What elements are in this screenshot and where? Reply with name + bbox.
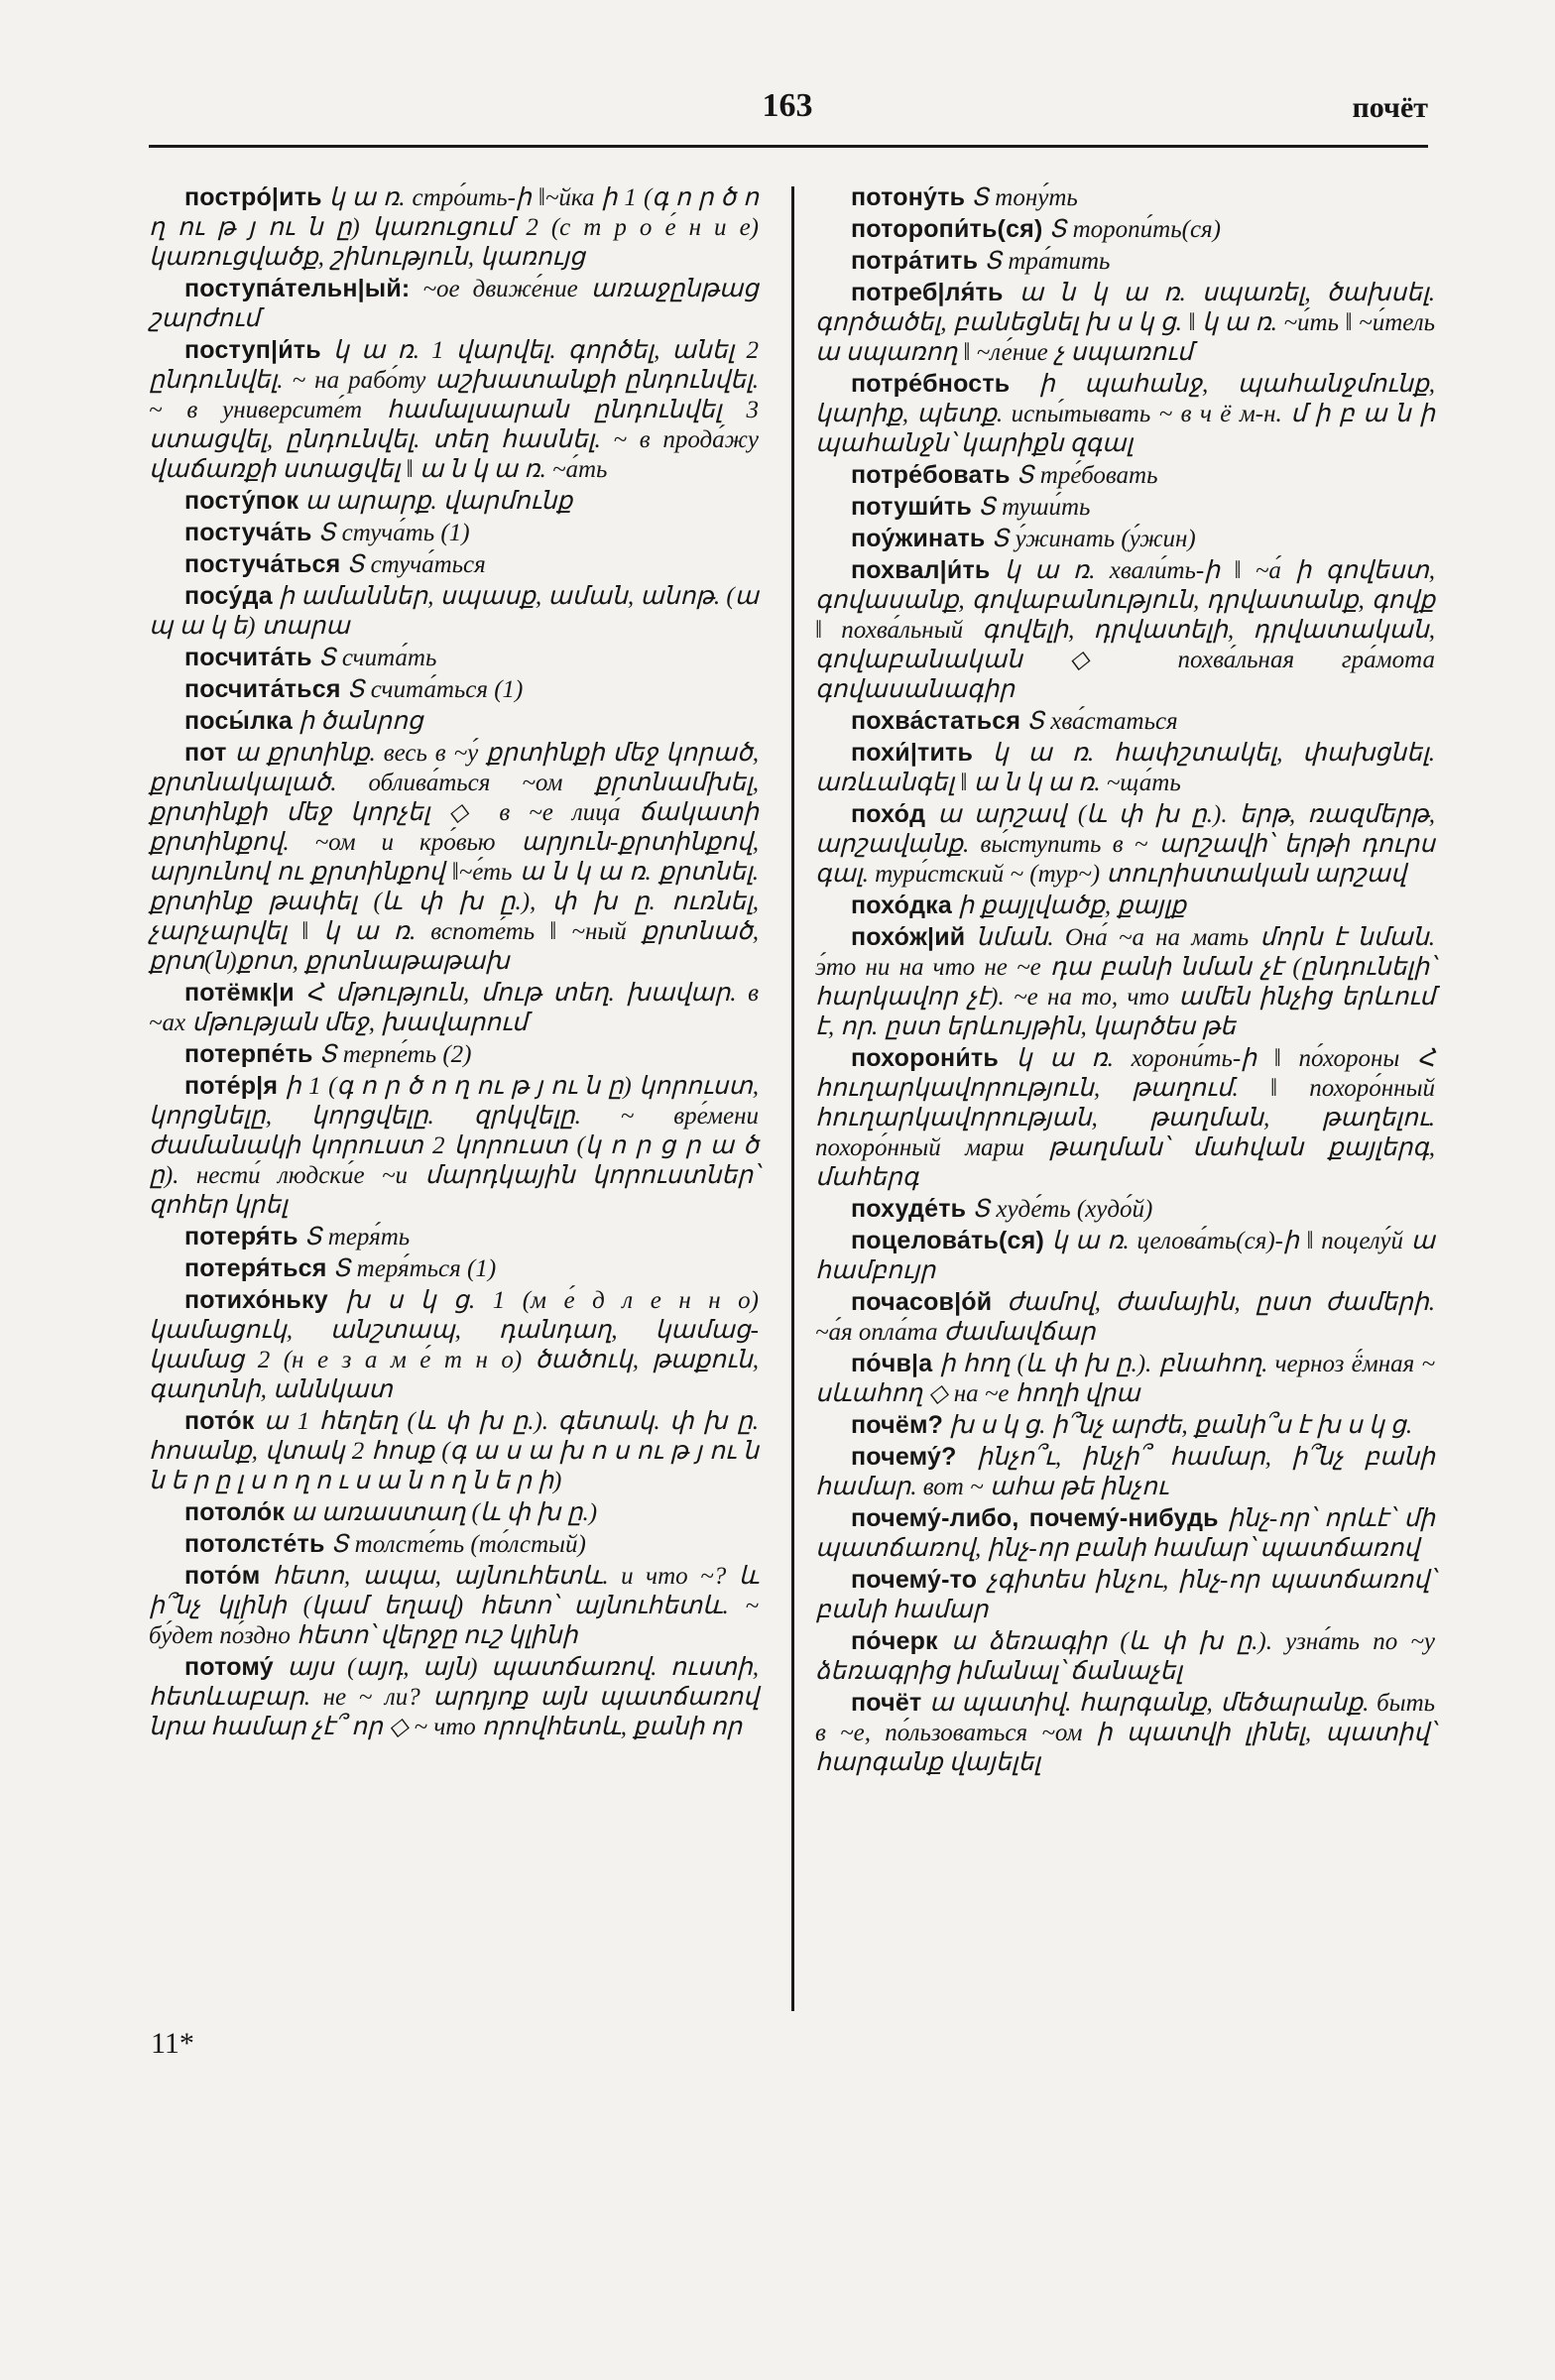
entry-headword: почасов|о́й xyxy=(851,1288,993,1316)
dictionary-entry xyxy=(149,1561,759,1651)
entry-translation: ժամով, ժամային, ըստ ժամերի. ~а́я опла́та ժամավճար xyxy=(815,1289,1435,1346)
entry-translation: Տ худе́ть (худо́й) xyxy=(972,1196,1153,1223)
dictionary-entry xyxy=(149,674,759,705)
dictionary-entry xyxy=(815,1626,1435,1687)
entry-headword: почему́? xyxy=(851,1443,957,1471)
entry-headword: похо́ж|ий xyxy=(851,923,966,951)
entry-headword: почём? xyxy=(851,1411,944,1439)
entry-headword: постро́|ить xyxy=(184,183,322,211)
dictionary-entry xyxy=(815,1410,1435,1441)
entry-headword: пот xyxy=(184,739,227,767)
entry-headword: потёмк|и xyxy=(184,979,295,1007)
dictionary-entry xyxy=(815,369,1435,459)
entry-headword: постуча́ть xyxy=(184,519,312,546)
dictionary-entry xyxy=(815,214,1435,245)
dictionary-entry xyxy=(815,1287,1435,1348)
entry-translation: ի ամաններ, սպասք, աման, անոթ. (ա պ ա կ ե) տարա xyxy=(149,583,760,640)
dictionary-entry xyxy=(815,1688,1435,1778)
dictionary-entry xyxy=(149,549,759,580)
header-rule xyxy=(149,145,1428,148)
dictionary-entry xyxy=(149,1039,759,1070)
entry-headword: почему́-либо, почему́-нибудь xyxy=(851,1504,1219,1532)
entry-headword: почёт xyxy=(851,1689,922,1717)
entry-translation: ա արշավ (և փ խ ը.). երթ, ռազմերթ, արշավանք. вы́ступить в ~ արշավի՝ երթի դուրս գալ. тури́стский ~ (тур~) տուրիստական արշավ xyxy=(815,801,1436,888)
dictionary-entry xyxy=(815,246,1435,277)
running-head: почёт xyxy=(1352,91,1428,124)
entry-headword: посу́да xyxy=(184,582,273,610)
dictionary-entry xyxy=(149,518,759,548)
entry-headword: по́чв|а xyxy=(851,1350,933,1377)
entry-translation: ա արարք. վարմունք xyxy=(304,488,573,515)
entry-headword: потону́ть xyxy=(851,183,966,211)
entry-translation: Հ մթություն, մութ տեղ. խավար. в ~ах մթության մեջ, խավարում xyxy=(149,980,760,1036)
entry-headword: пото́к xyxy=(184,1407,255,1435)
entry-headword: поступа́тельн|ый: xyxy=(184,275,411,302)
entry-headword: потеря́ть xyxy=(184,1223,299,1250)
dictionary-entry xyxy=(149,1529,759,1560)
entry-headword: по́черк xyxy=(851,1627,938,1655)
entry-translation: կ ա ռ. հափշտակել, փախցնել. առևանգել ‖ ա ն կ ա ռ. ~ща́ть xyxy=(815,740,1435,796)
entry-translation: ի քայլվածք, քայլք xyxy=(958,892,1187,919)
dictionary-entry xyxy=(149,706,759,737)
entry-translation: Տ тре́бовать xyxy=(1016,462,1158,489)
entry-headword: посчита́ться xyxy=(184,675,341,703)
dictionary-entry xyxy=(149,274,759,334)
entry-translation: ~ое движе́ние առաջընթաց շարժում xyxy=(149,276,759,332)
entry-translation: Տ тону́ть xyxy=(971,184,1078,211)
page-header xyxy=(0,0,1555,149)
dictionary-entry xyxy=(149,182,759,273)
entry-headword: потоло́к xyxy=(184,1498,286,1526)
dictionary-entry xyxy=(149,1253,759,1284)
dictionary-entry xyxy=(815,1503,1435,1564)
entry-translation: ի հող (և փ խ ը.). բնահող. черноз ё́мная ~ սևահող ◇ на ~е հողի վրա xyxy=(815,1351,1435,1407)
entry-headword: поцелова́ть(ся) xyxy=(851,1227,1044,1254)
entry-headword: похуде́ть xyxy=(851,1195,967,1223)
dictionary-entry xyxy=(149,486,759,517)
entry-translation: Տ стуча́ться xyxy=(346,551,486,578)
dictionary-entry xyxy=(815,891,1435,921)
dictionary-entry xyxy=(815,524,1435,554)
entry-translation: խ ս կ ց. 1 (м е́ д л е н н о) կամացուկ, անշտապ, դանդաղ, կամաց-կամաց 2 (н е з а м е́ т н о) ծածուկ, թաքուն, գաղտնի, աննկատ xyxy=(149,1287,760,1403)
entry-headword: потреб|ля́ть xyxy=(851,279,1004,306)
entry-translation: չգիտես ինչու, ինչ-որ պատճառով՝ բանի համար xyxy=(815,1567,1435,1623)
dictionary-entry xyxy=(815,1194,1435,1225)
entry-translation: այս (այդ, այն) պատճառով. ուստի, հետևաբար. не ~ ли? արդյոք այն պատճառով նրա համար չէ՞ որ ◇ ~ что որովհետև, քանի որ xyxy=(149,1654,759,1740)
entry-translation: ի 1 (գ ո ր ծ ո ղ ու թ յ ու ն ը) կորուստ, կորցնելը, կորցվելը. զրկվելը. ~ вре́мени ժամանակի կորուստ 2 կորուստ (կ ո ր ց ր ա ծ ը). нести́ людски́е ~и մարդկային կորուստներ՝ զոհեր կրել xyxy=(149,1073,759,1219)
entry-translation: Տ хва́статься xyxy=(1026,708,1178,735)
entry-headword: почему́-то xyxy=(851,1566,978,1594)
entry-translation: կ ա ռ. стро́ить-ի ‖~йка ի 1 (գ ո ր ծ ո ղ ու թ յ ու ն ը) կառուցում 2 (с т р о е́ н и е) կառուցվածք, շինություն, կառույց xyxy=(149,184,759,271)
entry-headword: похи́|тить xyxy=(851,739,974,767)
entry-headword: поу́жинать xyxy=(851,525,986,552)
dictionary-entry xyxy=(815,1349,1435,1409)
entry-translation: ի պահանջ, պահանջմունք, կարիք, պետք. испы́тывать ~ в ч ё м-н. մ ի բ ա ն ի պահանջն՝ կարիքն զգալ xyxy=(815,371,1436,457)
entry-headword: потеря́ться xyxy=(184,1254,327,1282)
column-divider xyxy=(791,186,794,2011)
entry-headword: потерпе́ть xyxy=(184,1040,313,1068)
entry-translation: կ ա ռ. хорони́ть-ի ‖ по́хороны Հ հուղարկավորություն, թաղում. ‖ похоро́нный հուղարկավորության, թաղման, թաղելու. похоро́нный марш թաղման՝ մահվան քայլերգ, մահերգ xyxy=(815,1045,1436,1191)
entry-headword: похо́д xyxy=(851,800,926,828)
entry-headword: потуши́ть xyxy=(851,493,972,521)
entry-translation: ա ձեռագիր (և փ խ ը.). узна́ть по ~у ձեռագրից իմանալ՝ ճանաչել xyxy=(815,1628,1435,1685)
entry-translation: Տ тра́тить xyxy=(984,248,1111,275)
dictionary-entry xyxy=(149,643,759,673)
entry-translation: Տ торопи́ть(ся) xyxy=(1048,216,1221,243)
dictionary-entry xyxy=(149,738,759,977)
dictionary-entry xyxy=(815,460,1435,491)
entry-translation: ա առաստաղ (և փ խ ը.) xyxy=(291,1499,598,1526)
entry-headword: потре́бность xyxy=(851,370,1011,398)
dictionary-entry xyxy=(815,1226,1435,1286)
entry-translation: խ ս կ ց. ի՞նչ արժե, քանի՞ս է խ ս կ ց. xyxy=(949,1412,1413,1439)
entry-headword: похвал|и́ть xyxy=(851,556,991,584)
dictionary-entry xyxy=(815,492,1435,523)
entry-headword: потихо́ньку xyxy=(184,1286,328,1314)
entry-translation: Տ счита́ть xyxy=(318,645,437,671)
entry-translation: կ ա ռ. хвали́ть-ի ‖ ~а́ ի գովեստ, գովասանք, գովաբանություն, դրվատանք, գովք ‖ похва́льный գովելի, դրվատելի, դրվատական, գովաբանական ◇ похва́льная гра́мота գովասանագիր xyxy=(815,557,1435,703)
entry-headword: похо́дка xyxy=(851,892,952,919)
page-number: 163 xyxy=(762,87,813,124)
left-column xyxy=(149,182,759,1743)
dictionary-entry xyxy=(149,1652,759,1742)
entry-translation: Տ туши́ть xyxy=(978,494,1091,521)
entry-headword: поте́р|я xyxy=(184,1072,279,1100)
dictionary-entry xyxy=(815,278,1435,368)
entry-headword: потому́ xyxy=(184,1653,274,1681)
dictionary-entry xyxy=(815,1043,1435,1193)
entry-headword: похва́статься xyxy=(851,707,1021,735)
entry-translation: կ ա ռ. 1 վարվել. գործել, անել 2 ընդունվել. ~ на рабо́ту աշխատանքի ընդունվել. ~ в университе́т համալսարան ընդունվել 3 ստացվել, ընդունվել. տեղ հասնել. ~ в прода́жу վաճառքի ստացվել ‖ ա ն կ ա ռ. ~а́ть xyxy=(149,337,759,483)
dictionary-entry xyxy=(149,1406,759,1496)
entry-translation: Տ теря́ть xyxy=(303,1224,411,1250)
entry-headword: пото́м xyxy=(184,1562,261,1590)
dictionary-entry xyxy=(149,1222,759,1252)
entry-translation: Տ счита́ться (1) xyxy=(346,676,524,703)
dictionary-entry xyxy=(149,1071,759,1221)
entry-headword: похорони́ть xyxy=(851,1044,999,1072)
entry-headword: посчита́ть xyxy=(184,644,312,671)
entry-translation: ա պատիվ. հարգանք, մեծարանք. быть в ~е, по́льзоваться ~ом ի պատվի լինել, պատիվ՝ հարգանք վայելել xyxy=(815,1690,1435,1776)
entry-translation: կ ա ռ. целова́ть(ся)-ի ‖ поцелу́й ա համբույր xyxy=(815,1228,1436,1284)
entry-translation: Տ у́жинать (у́жин) xyxy=(991,526,1196,552)
entry-translation: Տ стуча́ть (1) xyxy=(317,520,470,546)
entry-headword: поступ|и́ть xyxy=(184,336,321,364)
dictionary-entry xyxy=(149,1497,759,1528)
entry-headword: поторопи́ть(ся) xyxy=(851,215,1043,243)
entry-translation: Տ теря́ться (1) xyxy=(332,1255,497,1282)
entry-translation: ա 1 հեղեղ (և փ խ ը.). գետակ. փ խ ը. հոսանք, վտակ 2 հոսք (գ ա ս ա խ ո ս ու թ յ ու ն ն ե ր ը լ ս ո ղ ո ւ ս ա ն ո ղ ն ե ր ի) xyxy=(149,1408,759,1494)
dictionary-entry xyxy=(815,182,1435,213)
dictionary-entry xyxy=(815,1565,1435,1625)
entry-translation: ինչո՞ւ, ինչի՞ համար, ի՞նչ բանի համար. вот ~ ահա թե ինչու xyxy=(815,1444,1436,1500)
entry-translation: հետո, ապա, այնուհետև. и что ~? և ի՞նչ կլինի (կամ եղավ) հետո՝ այնուհետև. ~ бу́дет по́здно հետո՝ վերջը ուշ կլինի xyxy=(149,1563,759,1649)
signature-mark: 11* xyxy=(151,2027,194,2060)
dictionary-entry xyxy=(149,335,759,485)
entry-translation: ի ծանրոց xyxy=(299,708,423,735)
entry-translation: նման. Она́ ~а на мать մորն է նման. э́то ни на что не ~е դա բանի նման չէ (ընդունելի՝ հարկավոր չէ). ~е на то, что ամեն ինչից երևում է, որ. ըստ երևույթին, կարծես թե xyxy=(815,924,1435,1040)
entry-headword: потра́тить xyxy=(851,247,979,275)
dictionary-entry xyxy=(815,555,1435,705)
entry-translation: ա քրտինք. весь в ~у́ քրտինքի մեջ կորած, քրտնակալած. облива́ться ~ом քրտնամխել, քրտինքի մեջ կորչել ◇ в ~е лица́ ճակատի քրտինքով. ~ом и кро́вью արյուն-քրտինքով, արյունով ու քրտինքով ‖~е́ть ա ն կ ա ռ. քրտնել. քրտինք թափել (և փ խ ը.), փ խ ը. ուռնել, չարչարվել ‖ կ ա ռ. вспоте́ть ‖ ~ный քրտնած, քրտ(ն)քոտ, քրտնաթաթախ xyxy=(149,740,759,975)
entry-headword: потре́бовать xyxy=(851,461,1011,489)
dictionary-entry xyxy=(815,1442,1435,1502)
dictionary-entry xyxy=(815,799,1435,890)
entry-translation: Տ терпе́ть (2) xyxy=(318,1041,472,1068)
dictionary-entry xyxy=(815,706,1435,737)
dictionary-entry xyxy=(149,1285,759,1405)
dictionary-entry xyxy=(815,922,1435,1042)
entry-headword: посту́пок xyxy=(184,487,299,515)
entry-headword: постуча́ться xyxy=(184,550,341,578)
dictionary-entry xyxy=(149,978,759,1038)
dictionary-entry xyxy=(815,738,1435,798)
entry-translation: ա ն կ ա ռ. սպառել, ծախսել. գործածել, բանեցնել խ ս կ ց. ‖ կ ա ռ. ~и́ть ‖ ~и́тель ա սպառող ‖ ~ле́ние չ սպառում xyxy=(815,280,1435,366)
right-column xyxy=(815,182,1435,1779)
entry-headword: посы́лка xyxy=(184,707,293,735)
dictionary-entry xyxy=(149,581,759,642)
entry-translation: Տ толсте́ть (то́лстый) xyxy=(330,1531,586,1558)
entry-headword: потолсте́ть xyxy=(184,1530,325,1558)
entry-translation: ինչ-որ՝ որևէ՝ մի պատճառով, ինչ-որ բանի համար՝ պատճառով xyxy=(815,1505,1436,1562)
